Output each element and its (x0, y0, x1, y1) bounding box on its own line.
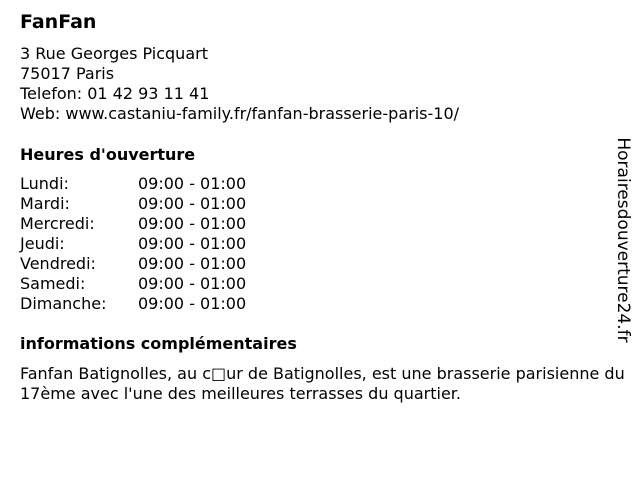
day-label: Jeudi: (20, 234, 65, 253)
day-label: Vendredi: (20, 254, 96, 273)
time-range: 09:00 - 01:00 (138, 254, 247, 273)
hours-row-sunday (20, 294, 246, 314)
hours-row-friday (20, 254, 246, 274)
hours-row-saturday (20, 274, 246, 294)
day-label: Mardi: (20, 194, 70, 213)
time-range: 09:00 - 01:00 (138, 274, 247, 293)
day-label: Mercredi: (20, 214, 95, 233)
day-label: Lundi: (20, 174, 69, 193)
site-watermark: Horairesdouverture24.fr (613, 137, 633, 343)
phone-number: Telefon: 01 42 93 11 41 (20, 84, 210, 103)
business-name: FanFan (20, 11, 97, 33)
day-label: Dimanche: (20, 294, 107, 313)
address-city: 75017 Paris (20, 64, 115, 83)
hours-heading: Heures d'ouverture (20, 145, 196, 164)
hours-table (20, 174, 246, 314)
address-street: 3 Rue Georges Picquart (20, 44, 208, 63)
day-label: Samedi: (20, 274, 86, 293)
time-range: 09:00 - 01:00 (138, 174, 247, 193)
time-range: 09:00 - 01:00 (138, 214, 247, 233)
hours-row-tuesday (20, 194, 246, 214)
hours-row-thursday (20, 234, 246, 254)
website-link[interactable]: Web: www.castaniu-family.fr/fanfan-brasserie-paris-10/ (20, 104, 460, 123)
info-description: Fanfan Batignolles, au c□ur de Batignolles, est une brasserie parisienne du 17ème avec l'une des meilleures terrasses du quartier. (20, 364, 625, 403)
time-range: 09:00 - 01:00 (138, 294, 247, 313)
hours-row-wednesday (20, 214, 246, 234)
info-heading: informations complémentaires (20, 334, 297, 353)
business-contact (20, 44, 459, 124)
time-range: 09:00 - 01:00 (138, 194, 247, 213)
time-range: 09:00 - 01:00 (138, 234, 247, 253)
hours-row-monday (20, 174, 246, 194)
